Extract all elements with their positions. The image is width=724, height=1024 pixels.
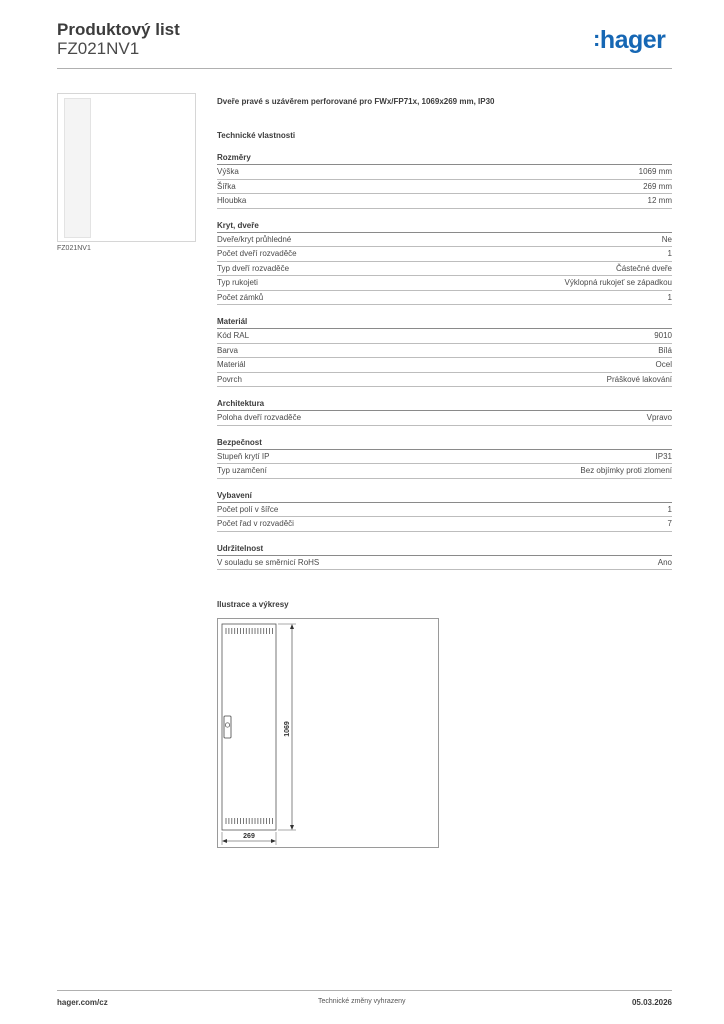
door-thumbnail xyxy=(64,98,91,238)
spec-group xyxy=(217,152,672,209)
spec-group-title: Vybavení xyxy=(217,490,672,503)
vent-slots-bottom xyxy=(226,818,272,824)
spec-value: 1069 mm xyxy=(638,167,672,176)
spec-label: Stupeň krytí IP xyxy=(217,451,270,461)
spec-group xyxy=(217,490,672,532)
footer-divider xyxy=(57,990,672,991)
spec-label: Šířka xyxy=(217,181,236,191)
spec-row xyxy=(217,411,672,426)
spec-value: 1 xyxy=(667,292,672,302)
spec-value: 1 xyxy=(667,504,672,514)
spec-row xyxy=(217,329,672,344)
page-title: Produktový list xyxy=(57,20,180,39)
spec-value: Ano xyxy=(657,557,672,567)
spec-group-title: Udržitelnost xyxy=(217,543,672,556)
spec-value: Částečné dveře xyxy=(615,263,672,273)
illustrations-heading: Ilustrace a výkresy xyxy=(217,600,289,609)
spec-row xyxy=(217,358,672,373)
spec-value: 1 xyxy=(667,249,672,258)
header-divider xyxy=(57,68,672,69)
product-description: Dveře pravé s uzávěrem perforované pro FWx/FP71x, 1069x269 mm, IP30 xyxy=(217,97,495,106)
spec-row xyxy=(217,503,672,518)
spec-row xyxy=(217,165,672,180)
spec-group-title: Kryt, dveře xyxy=(217,220,672,233)
spec-label: Barva xyxy=(217,345,238,355)
spec-value: 9010 xyxy=(654,331,672,340)
door-outline xyxy=(222,624,276,830)
spec-value: 7 xyxy=(667,519,672,528)
spec-row xyxy=(217,373,672,388)
technical-properties-heading: Technické vlastnosti xyxy=(217,131,296,140)
spec-label: Typ uzamčení xyxy=(217,466,267,475)
spec-row xyxy=(217,464,672,479)
spec-row xyxy=(217,247,672,262)
spec-group-title: Architektura xyxy=(217,398,672,411)
spec-groups xyxy=(217,152,672,570)
product-image-caption: FZ021NV1 xyxy=(57,245,91,252)
footer-date: 05.03.2026 xyxy=(631,998,672,1007)
specifications xyxy=(217,96,672,570)
spec-row xyxy=(217,291,672,306)
spec-label: Počet řad v rozvaděči xyxy=(217,519,294,528)
spec-value: Vpravo xyxy=(646,413,672,422)
spec-row xyxy=(217,344,672,359)
spec-label: Poloha dveří rozvaděče xyxy=(217,413,302,422)
spec-label: Počet polí v šířce xyxy=(217,504,279,514)
spec-row xyxy=(217,180,672,195)
door-drawing-svg xyxy=(218,619,440,849)
logo-text: hager xyxy=(599,26,666,54)
spec-row xyxy=(217,517,672,532)
spec-value: 269 mm xyxy=(643,181,672,191)
spec-label: Materiál xyxy=(217,360,246,369)
spec-value: Výklopná rukojeť se západkou xyxy=(564,278,672,287)
spec-group-title: Materiál xyxy=(217,316,672,329)
spec-label: V souladu se směrnicí RoHS xyxy=(217,557,320,567)
lock-icon xyxy=(225,723,229,727)
height-dimension-label: 1069 xyxy=(284,721,291,737)
spec-group xyxy=(217,543,672,571)
spec-group-title: Bezpečnost xyxy=(217,437,672,450)
spec-value: Bílá xyxy=(658,345,672,355)
spec-label: Počet dveří rozvaděče xyxy=(217,249,297,258)
spec-value: Ne xyxy=(661,234,672,244)
spec-label: Dveře/kryt průhledné xyxy=(217,234,292,244)
spec-value: Ocel xyxy=(655,360,672,369)
spec-label: Typ rukojeti xyxy=(217,278,258,287)
spec-group xyxy=(217,437,672,479)
footer-website-link[interactable]: hager.com/cz xyxy=(57,998,108,1007)
product-image xyxy=(57,93,196,242)
spec-value: IP31 xyxy=(655,451,672,461)
hager-logo[interactable]: :hager xyxy=(593,26,666,54)
spec-group xyxy=(217,398,672,426)
spec-row xyxy=(217,194,672,209)
spec-row xyxy=(217,276,672,291)
product-code: FZ021NV1 xyxy=(57,39,140,58)
spec-label: Výška xyxy=(217,167,239,176)
spec-label: Povrch xyxy=(217,374,242,384)
width-dimension-label: 269 xyxy=(243,833,255,840)
spec-label: Hloubka xyxy=(217,196,247,205)
vent-slots-top xyxy=(226,628,272,634)
spec-row xyxy=(217,262,672,277)
spec-label: Kód RAL xyxy=(217,331,250,340)
spec-value: Práškové lakování xyxy=(606,374,672,384)
spec-row xyxy=(217,233,672,248)
spec-value: 12 mm xyxy=(647,196,672,205)
technical-drawing xyxy=(217,618,439,848)
spec-row xyxy=(217,450,672,465)
footer-disclaimer: Technické změny vyhrazeny xyxy=(318,998,406,1005)
spec-group xyxy=(217,316,672,387)
spec-group xyxy=(217,220,672,306)
spec-label: Typ dveří rozvaděče xyxy=(217,263,290,273)
spec-row xyxy=(217,556,672,571)
spec-group-title: Rozměry xyxy=(217,152,672,165)
spec-value: Bez objímky proti zlomení xyxy=(580,466,672,475)
spec-label: Počet zámků xyxy=(217,292,264,302)
